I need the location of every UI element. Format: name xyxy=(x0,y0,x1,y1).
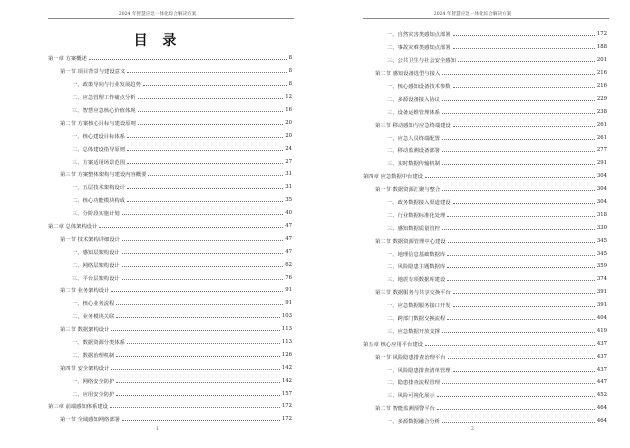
toc-leader-dots xyxy=(442,187,595,191)
toc-entry-title: 二、应用安全防护 xyxy=(72,391,115,398)
toc-leader-dots xyxy=(437,393,595,397)
toc-section-entry[interactable] xyxy=(48,168,292,181)
toc-subsection-entry[interactable] xyxy=(363,105,607,118)
toc-leader-dots xyxy=(111,288,283,292)
toc-entry-title: 三、风险可视化展示 xyxy=(387,393,435,400)
toc-entry-page: 157 xyxy=(281,390,292,397)
toc-subsection-entry[interactable] xyxy=(48,142,292,155)
toc-entry-title: 第四章 应急数据中台建设 xyxy=(363,174,423,181)
toc-entry-page: 374 xyxy=(596,276,607,283)
toc-entry-page: 404 xyxy=(596,315,607,322)
toc-subsection-entry[interactable] xyxy=(48,91,292,104)
toc-entry-page: 47 xyxy=(285,248,292,255)
toc-entry-title: 第一章 方案概述 xyxy=(48,56,87,63)
toc-leader-dots xyxy=(110,404,280,408)
toc-entry-title: 第一节 风险隐患排查治理平台 xyxy=(375,354,446,361)
toc-leader-dots xyxy=(447,316,595,320)
toc-subsection-entry[interactable] xyxy=(48,271,292,284)
toc-entry-title: 三、应急数据开放支撑 xyxy=(387,328,440,335)
toc-entry-title: 一、网络安全防护 xyxy=(72,378,115,385)
toc-subsection-entry[interactable] xyxy=(363,389,607,402)
toc-leader-dots xyxy=(442,329,595,333)
toc-entry-title: 二、总体建设指导原则 xyxy=(72,146,125,153)
toc-leader-dots xyxy=(442,226,595,230)
toc-entry-title: 一、核心业务流程 xyxy=(72,301,115,308)
toc-entry-title: 一、感知层架构设计 xyxy=(72,249,120,256)
toc-leader-dots xyxy=(437,406,595,410)
toc-chapter-entry[interactable] xyxy=(363,337,607,350)
toc-entry-title: 三、平台层架构设计 xyxy=(72,275,120,282)
toc-entry-page: 47 xyxy=(285,223,292,230)
toc-entry-page: 238 xyxy=(596,108,607,115)
toc-entry-page: 113 xyxy=(281,339,292,346)
toc-entry-title: 二、隐患排查流程管理 xyxy=(387,380,440,387)
toc-entry-title: 三、感知数据质量管控 xyxy=(387,225,440,232)
toc-entry-title: 二、业务模块关联 xyxy=(72,314,115,321)
toc-entry-title: 三、方案适用场景范围 xyxy=(72,159,125,166)
header-rule xyxy=(363,18,609,19)
toc-entry-page: 31 xyxy=(285,184,292,191)
toc-subsection-entry[interactable] xyxy=(363,41,607,54)
toc-leader-dots xyxy=(127,147,283,151)
toc-entry-title: 一、五层技术架构设计 xyxy=(72,185,125,192)
toc-leader-dots xyxy=(442,71,595,75)
toc-leader-dots xyxy=(122,211,284,215)
toc-entry-title: 二、事故灾难类感知点部署 xyxy=(387,45,451,52)
toc-subsection-entry[interactable] xyxy=(363,363,607,376)
toc-entry-page: 76 xyxy=(285,274,292,281)
toc-entry-page: 464 xyxy=(596,418,607,425)
toc-leader-dots xyxy=(116,379,279,383)
toc-entry-page: 304 xyxy=(596,199,607,206)
toc-subsection-entry[interactable] xyxy=(363,92,607,105)
toc-section-entry[interactable] xyxy=(363,183,607,196)
toc-entry-title: 二、网络层架构设计 xyxy=(72,262,120,269)
toc-title: 目 录 xyxy=(133,33,182,49)
toc-subsection-entry[interactable] xyxy=(363,260,607,273)
toc-leader-dots xyxy=(447,213,595,217)
toc-entry-page: 35 xyxy=(285,197,292,204)
toc-subsection-entry[interactable] xyxy=(363,415,607,428)
page-number: 1 xyxy=(156,427,159,432)
toc-subsection-entry[interactable] xyxy=(363,28,607,41)
toc-entry-page: 452 xyxy=(596,392,607,399)
toc-entry-page: 8 xyxy=(288,55,292,62)
toc-entry-page: 126 xyxy=(281,351,292,358)
toc-entry-page: 27 xyxy=(285,158,292,165)
toc-entry-page: 8 xyxy=(288,81,292,88)
toc-leader-dots xyxy=(122,276,284,280)
toc-section-entry[interactable] xyxy=(48,116,292,129)
toc-subsection-entry[interactable] xyxy=(363,324,607,337)
toc-leader-dots xyxy=(127,134,283,138)
toc-leader-dots xyxy=(458,58,595,62)
toc-subsection-entry[interactable] xyxy=(363,144,607,157)
toc-leader-dots xyxy=(453,32,595,36)
toc-entry-page: 277 xyxy=(596,147,607,154)
toc-entry-page: 304 xyxy=(596,173,607,180)
toc-entry-title: 二、行业数据标准化处理 xyxy=(387,212,446,219)
toc-leader-dots xyxy=(448,239,595,243)
toc-leader-dots xyxy=(442,380,595,384)
toc-entry-page: 12 xyxy=(285,94,292,101)
toc-entry-page: 24 xyxy=(285,145,292,152)
toc-entry-title: 三、分阶段实施计划 xyxy=(72,211,120,218)
header-rule xyxy=(48,18,294,19)
toc-section-entry[interactable] xyxy=(363,118,607,131)
toc-entry-page: 216 xyxy=(596,83,607,89)
toc-entry-title: 一、政策导向与行业发展趋势 xyxy=(72,82,141,89)
toc-leader-dots xyxy=(111,366,280,370)
toc-section-entry[interactable] xyxy=(363,350,607,363)
toc-entry-title: 二、风险隐患主题数据库 xyxy=(387,264,446,271)
toc-leader-dots xyxy=(442,136,595,140)
toc-entry-title: 二、核心功能模块构成 xyxy=(72,198,125,205)
toc-subsection-entry[interactable] xyxy=(48,348,292,361)
toc-section-entry[interactable] xyxy=(48,413,292,426)
toc-leader-dots xyxy=(447,252,595,256)
toc-entry-page: 345 xyxy=(596,250,607,257)
toc-leader-dots xyxy=(116,392,279,396)
toc-entry-title: 第二节 感知设备选型与接入 xyxy=(375,71,441,78)
toc-subsection-entry[interactable] xyxy=(363,221,607,234)
toc-section-entry[interactable] xyxy=(48,232,292,245)
toc-subsection-entry[interactable] xyxy=(48,104,292,117)
toc-leader-dots xyxy=(138,108,284,112)
toc-entry-title: 二、移动监测设备部署 xyxy=(387,148,440,155)
toc-entry-page: 91 xyxy=(285,287,292,294)
toc-subsection-entry[interactable] xyxy=(363,80,607,93)
toc-leader-dots xyxy=(453,303,595,307)
toc-subsection-entry[interactable] xyxy=(48,155,292,168)
toc-entry-title: 第二节 智能监测预警平台 xyxy=(375,406,435,413)
toc-subsection-entry[interactable] xyxy=(48,78,292,91)
toc-leader-dots xyxy=(442,419,595,423)
toc-entries-left xyxy=(48,52,292,426)
toc-subsection-entry[interactable] xyxy=(48,129,292,142)
toc-leader-dots xyxy=(442,148,595,152)
toc-subsection-entry[interactable] xyxy=(363,299,607,312)
toc-chapter-entry[interactable] xyxy=(48,400,292,413)
toc-leader-dots xyxy=(127,160,283,164)
toc-entry-page: 359 xyxy=(596,263,607,270)
toc-entry-title: 一、多源数据融合分析 xyxy=(387,419,440,426)
toc-subsection-entry[interactable] xyxy=(48,207,292,220)
toc-leader-dots xyxy=(122,250,284,254)
toc-subsection-entry[interactable] xyxy=(48,336,292,349)
toc-entry-title: 第三章 前端感知体系建设 xyxy=(48,404,108,411)
toc-entry-title: 一、应急人员终端配置 xyxy=(387,135,440,142)
toc-entry-title: 二、多源设备接入协议 xyxy=(387,96,440,103)
toc-subsection-entry[interactable] xyxy=(363,196,607,209)
toc-entry-page: 188 xyxy=(596,44,607,51)
toc-entry-page: 201 xyxy=(596,57,607,64)
toc-leader-dots xyxy=(442,97,595,101)
toc-leader-dots xyxy=(453,200,595,204)
toc-entry-page: 345 xyxy=(596,237,607,244)
toc-entry-title: 第一节 技术架构详细设计 xyxy=(60,236,120,243)
toc-entry-title: 三、地震专项数据库建设 xyxy=(387,277,446,284)
toc-entry-title: 第二章 总体架构设计 xyxy=(48,224,98,231)
toc-section-entry[interactable] xyxy=(363,67,607,80)
toc-entry-page: 40 xyxy=(285,210,292,217)
toc-subsection-entry[interactable] xyxy=(48,297,292,310)
toc-entry-title: 第三节 数据服务与共享交换平台 xyxy=(375,290,451,297)
toc-entry-page: 437 xyxy=(596,340,607,347)
toc-leader-dots xyxy=(453,45,595,49)
toc-entry-page: 304 xyxy=(596,186,607,193)
toc-section-entry[interactable] xyxy=(48,284,292,297)
toc-entry-title: 第五章 核心应用平台建设 xyxy=(363,341,423,348)
toc-entry-title: 三、实时数据传输机制 xyxy=(387,161,440,168)
toc-subsection-entry[interactable] xyxy=(48,310,292,323)
toc-entry-page: 391 xyxy=(596,289,607,296)
toc-entry-title: 一、风险隐患排查清单管理 xyxy=(387,367,451,374)
toc-subsection-entry[interactable] xyxy=(48,258,292,271)
toc-chapter-entry[interactable] xyxy=(48,220,292,233)
toc-leader-dots xyxy=(442,110,595,114)
toc-entry-page: 16 xyxy=(285,107,292,113)
toc-subsection-entry[interactable] xyxy=(363,208,607,221)
toc-page-right xyxy=(315,0,630,448)
toc-subsection-entry[interactable] xyxy=(48,387,292,400)
toc-entry-page: 229 xyxy=(596,95,607,102)
toc-entry-page: 62 xyxy=(285,261,292,268)
toc-entry-page: 113 xyxy=(281,326,292,333)
toc-entry-title: 一、核心建设目标体系 xyxy=(72,133,125,140)
toc-section-entry[interactable] xyxy=(48,323,292,336)
toc-entry-page: 8 xyxy=(288,68,292,75)
toc-entry-title: 第一节 项目背景与建设意义 xyxy=(60,69,126,76)
toc-section-entry[interactable] xyxy=(363,286,607,299)
toc-entry-page: 142 xyxy=(281,364,292,371)
toc-entry-title: 三、智慧应急核心价值体现 xyxy=(72,108,136,114)
toc-leader-dots xyxy=(425,342,595,346)
toc-leader-dots xyxy=(89,56,287,60)
toc-subsection-entry[interactable] xyxy=(363,247,607,260)
toc-leader-dots xyxy=(116,301,283,305)
toc-chapter-entry[interactable] xyxy=(48,52,292,65)
toc-leader-dots xyxy=(127,340,280,344)
toc-subsection-entry[interactable] xyxy=(48,245,292,258)
toc-leader-dots xyxy=(453,123,595,127)
toc-subsection-entry[interactable] xyxy=(363,157,607,170)
toc-entry-page: 464 xyxy=(596,405,607,412)
toc-entry-page: 437 xyxy=(596,366,607,373)
toc-entry-page: 142 xyxy=(281,377,292,384)
toc-leader-dots xyxy=(143,82,287,86)
toc-leader-dots xyxy=(127,69,286,73)
toc-entry-page: 261 xyxy=(596,121,607,128)
toc-entry-title: 第二节 业务架构设计 xyxy=(60,288,110,295)
toc-leader-dots xyxy=(122,417,280,421)
toc-entry-page: 47 xyxy=(285,235,292,242)
toc-entry-title: 一、数据资源分类体系 xyxy=(72,340,125,347)
toc-entry-title: 第四节 安全架构设计 xyxy=(60,365,110,372)
toc-entry-title: 三、公共卫生与社会安全感知 xyxy=(387,58,456,65)
toc-entry-title: 二、数据治理机制 xyxy=(72,352,115,359)
toc-entry-page: 419 xyxy=(596,327,607,334)
toc-subsection-entry[interactable] xyxy=(48,374,292,387)
toc-entry-page: 391 xyxy=(596,302,607,309)
page-header: 2024 年智慧应急一体化综合解决方案 xyxy=(118,12,197,17)
toc-entry-page: 318 xyxy=(596,211,607,218)
toc-entry-page: 437 xyxy=(596,353,607,360)
toc-leader-dots xyxy=(127,185,283,189)
toc-entry-title: 一、自然灾害类感知点部署 xyxy=(387,32,451,39)
toc-section-entry[interactable] xyxy=(363,234,607,247)
page-number: 2 xyxy=(471,427,474,432)
toc-entry-title: 二、跨部门数据交换流程 xyxy=(387,316,446,323)
toc-entry-page: 330 xyxy=(596,224,607,231)
toc-leader-dots xyxy=(138,121,283,125)
toc-entry-page: 261 xyxy=(596,134,607,141)
toc-entry-title: 第二节 方案核心目标与建设原则 xyxy=(60,120,136,127)
toc-entry-title: 一、核心感知设备技术参数 xyxy=(387,84,451,90)
toc-entry-title: 第二节 数据资源管理中心建设 xyxy=(375,238,446,245)
toc-leader-dots xyxy=(447,264,595,268)
toc-subsection-entry[interactable] xyxy=(363,273,607,286)
toc-entry-title: 一、政务数据接入渠道建设 xyxy=(387,200,451,207)
toc-entry-title: 一、地理信息基础数据库 xyxy=(387,251,446,258)
toc-subsection-entry[interactable] xyxy=(48,194,292,207)
toc-entry-page: 172 xyxy=(596,31,607,38)
toc-leader-dots xyxy=(111,327,280,331)
toc-leader-dots xyxy=(138,95,284,99)
toc-leader-dots xyxy=(99,224,283,228)
toc-subsection-entry[interactable] xyxy=(363,376,607,389)
toc-leader-dots xyxy=(127,198,283,202)
toc-section-entry[interactable] xyxy=(363,402,607,415)
toc-entry-page: 216 xyxy=(596,70,607,77)
toc-entry-title: 一、应急数据服务接口开发 xyxy=(387,303,451,310)
toc-entry-page: 103 xyxy=(281,313,292,320)
toc-leader-dots xyxy=(122,237,283,241)
toc-leader-dots xyxy=(116,353,279,357)
toc-leader-dots xyxy=(453,290,595,294)
toc-entry-title: 二、应急管理工作痛点分析 xyxy=(72,95,136,102)
toc-entry-title: 第三节 方案整体架构与建设内容概要 xyxy=(60,172,147,179)
toc-subsection-entry[interactable] xyxy=(363,312,607,325)
toc-leader-dots xyxy=(116,314,279,318)
toc-entry-title: 第一节 数据资源汇聚与整合 xyxy=(375,187,441,194)
page-header: 2024 年智慧应急一体化综合解决方案 xyxy=(433,12,512,17)
toc-entry-title: 三、设备运维管理体系 xyxy=(387,109,440,116)
toc-leader-dots xyxy=(447,277,595,281)
toc-entry-page: 447 xyxy=(596,379,607,386)
toc-leader-dots xyxy=(425,174,595,178)
toc-entry-title: 第三节 数据架构设计 xyxy=(60,327,110,334)
toc-leader-dots xyxy=(122,263,284,267)
toc-section-entry[interactable] xyxy=(48,65,292,78)
toc-chapter-entry[interactable] xyxy=(363,170,607,183)
toc-leader-dots xyxy=(453,84,595,88)
toc-section-entry[interactable] xyxy=(48,361,292,374)
toc-entry-page: 20 xyxy=(285,119,292,126)
toc-subsection-entry[interactable] xyxy=(363,54,607,67)
toc-entry-title: 第一节 全域感知网络部署 xyxy=(60,417,120,424)
toc-leader-dots xyxy=(453,368,595,372)
toc-entry-page: 31 xyxy=(285,171,292,178)
toc-leader-dots xyxy=(448,355,595,359)
toc-entry-page: 291 xyxy=(596,160,607,167)
toc-entry-title: 第三节 移动感知与应急终端建设 xyxy=(375,122,451,129)
toc-entry-page: 172 xyxy=(281,416,292,423)
toc-entry-page: 172 xyxy=(281,403,292,410)
toc-entry-page: 91 xyxy=(285,300,292,307)
toc-leader-dots xyxy=(442,161,595,165)
toc-entry-page: 20 xyxy=(285,132,292,139)
toc-entries-right xyxy=(363,28,607,428)
toc-leader-dots xyxy=(148,172,283,176)
toc-subsection-entry[interactable] xyxy=(48,181,292,194)
toc-subsection-entry[interactable] xyxy=(363,131,607,144)
